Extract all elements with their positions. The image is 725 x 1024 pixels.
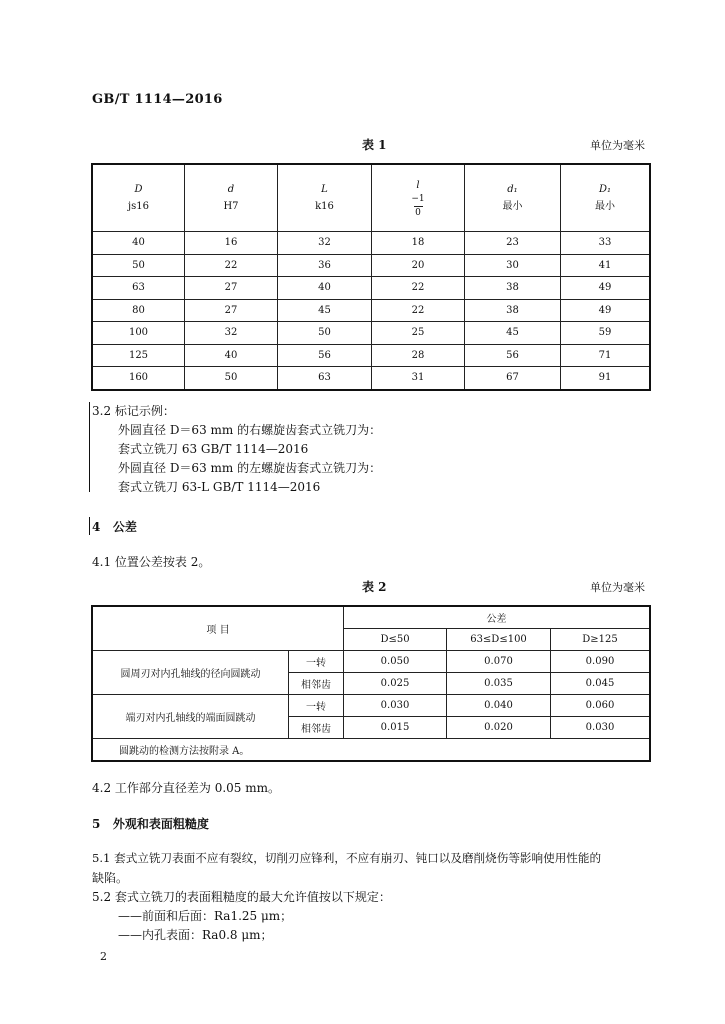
t1-h-sub: H7	[223, 201, 239, 212]
s5-heading	[92, 815, 209, 832]
table1-cell: 27	[185, 277, 278, 300]
t2-cell: 0.025	[344, 673, 447, 695]
table1-cell: 23	[465, 232, 561, 255]
table1-cell: 22	[372, 299, 465, 322]
t1-h-sym: D₁	[598, 184, 612, 195]
t2-note-row	[92, 739, 650, 762]
t2-cell: 0.045	[551, 673, 651, 695]
table1-cell: 27	[185, 299, 278, 322]
t2-cell: 0.020	[447, 717, 551, 739]
table1-cell: 125	[92, 344, 185, 367]
change-bar	[89, 402, 90, 492]
t2-cell: 0.060	[551, 695, 651, 717]
table1	[91, 163, 651, 391]
table1-unit: 单位为毫米	[590, 139, 645, 152]
table1-row	[92, 277, 650, 300]
t1-header-D1	[561, 164, 651, 232]
t2-cell: 0.030	[344, 695, 447, 717]
t1-header-l	[372, 164, 465, 232]
t1-l-tolerance	[411, 194, 424, 219]
t2-col-1: D≤50	[344, 629, 447, 651]
table1-row	[92, 322, 650, 345]
table1-row	[92, 344, 650, 367]
table2-caption: 表 2	[362, 580, 387, 594]
t2-header-row-1	[92, 606, 650, 629]
table1-cell: 45	[465, 322, 561, 345]
t2-cell: 0.015	[344, 717, 447, 739]
t1-h-sub: js16	[128, 201, 149, 212]
table1-row	[92, 367, 650, 390]
t1-h-sub: 最小	[595, 201, 615, 212]
table1-caption: 表 1	[362, 138, 387, 152]
table1-cell: 36	[278, 254, 372, 277]
s32-line-4: 套式立铣刀 63-L GB/T 1114—2016	[118, 480, 321, 494]
s41-text: 4.1 位置公差按表 2。	[92, 555, 211, 569]
t1-h-sym: d	[227, 184, 235, 195]
table1-cell: 22	[185, 254, 278, 277]
s32-line-2: 套式立铣刀 63 GB/T 1114—2016	[118, 442, 309, 456]
table1-cell: 38	[465, 277, 561, 300]
table1-cell: 63	[278, 367, 372, 390]
t2-tolerance-header: 公差	[344, 606, 651, 629]
s4-number: 4	[92, 520, 101, 534]
t2-col-2: 63≤D≤100	[447, 629, 551, 651]
t1-header-D	[92, 164, 185, 232]
table1-cell: 32	[278, 232, 372, 255]
table1-cell: 32	[185, 322, 278, 345]
table1-cell: 40	[92, 232, 185, 255]
table1-cell: 50	[278, 322, 372, 345]
table2-unit: 单位为毫米	[590, 581, 645, 594]
s32-line-1: 外圆直径 D＝63 mm 的右螺旋齿套式立铣刀为：	[118, 423, 382, 437]
table1-cell: 31	[372, 367, 465, 390]
t2-row	[92, 651, 650, 673]
document-header: GB/T 1114—2016	[92, 92, 223, 107]
s4-heading	[92, 518, 137, 535]
t2-cell: 0.035	[447, 673, 551, 695]
t1-h-sym: d₁	[507, 184, 518, 195]
t1-header-d1	[465, 164, 561, 232]
table1-cell: 22	[372, 277, 465, 300]
change-bar	[89, 517, 90, 535]
s5-title: 外观和表面粗糙度	[112, 817, 209, 831]
t1-h-sub: k16	[315, 201, 334, 212]
table1-cell: 50	[185, 367, 278, 390]
table1-cell: 20	[372, 254, 465, 277]
s51-line-2: 缺陷。	[92, 871, 129, 885]
table1-row	[92, 299, 650, 322]
table1-cell: 67	[465, 367, 561, 390]
table1-cell: 49	[561, 277, 651, 300]
t2-group-2-name: 端刃对内孔轴线的端面圆跳动	[92, 695, 289, 739]
s5-number: 5	[92, 817, 101, 831]
s52-item-1: ——前面和后面：Ra1.25 μm；	[118, 909, 293, 923]
table1-row	[92, 254, 650, 277]
tol-bottom: 0	[415, 208, 421, 218]
t2-sub: 相邻齿	[289, 673, 344, 695]
t2-group-1-name: 圆周刃对内孔轴线的径向圆跳动	[92, 651, 289, 695]
s32-line-3: 外圆直径 D＝63 mm 的左螺旋齿套式立铣刀为：	[118, 461, 382, 475]
table1-row	[92, 232, 650, 255]
t1-h-sub: 最小	[502, 201, 523, 212]
t2-row	[92, 695, 650, 717]
s42-text: 4.2 工作部分直径差为 0.05 mm。	[92, 781, 281, 795]
table1-cell: 50	[92, 254, 185, 277]
table1-cell: 59	[561, 322, 651, 345]
s52-text: 5.2 套式立铣刀的表面粗糙度的最大允许值按以下规定：	[92, 890, 391, 904]
t2-sub: 相邻齿	[289, 717, 344, 739]
table1-cell: 16	[185, 232, 278, 255]
page-number: 2	[100, 950, 107, 963]
s52-item-2: ——内孔表面：Ra0.8 μm；	[118, 928, 273, 942]
table1-cell: 41	[561, 254, 651, 277]
t1-h-sym: D	[134, 184, 143, 195]
t2-cell: 0.090	[551, 651, 651, 673]
t2-cell: 0.040	[447, 695, 551, 717]
table1-header-row	[92, 164, 650, 232]
table1-cell: 71	[561, 344, 651, 367]
s4-title: 公差	[112, 520, 137, 534]
s51-line-1: 5.1 套式立铣刀表面不应有裂纹，切削刃应锋利，不应有崩刃、钝口以及磨削烧伤等影响使用性能的	[92, 851, 602, 865]
t2-col-3: D≥125	[551, 629, 651, 651]
t1-h-sym: l	[416, 180, 420, 191]
table1-cell: 56	[465, 344, 561, 367]
t2-sub: 一转	[289, 651, 344, 673]
table1-cell: 25	[372, 322, 465, 345]
table1-cell: 160	[92, 367, 185, 390]
t2-note: 圆跳动的检测方法按附录 A。	[92, 739, 650, 762]
table1-cell: 28	[372, 344, 465, 367]
table1-cell: 18	[372, 232, 465, 255]
table1-cell: 40	[278, 277, 372, 300]
table1-cell: 40	[185, 344, 278, 367]
s32-heading: 3.2 标记示例：	[92, 404, 175, 418]
table1-cell: 63	[92, 277, 185, 300]
t2-item-header: 项 目	[92, 606, 344, 651]
t2-cell: 0.050	[344, 651, 447, 673]
table1-cell: 45	[278, 299, 372, 322]
t2-cell: 0.070	[447, 651, 551, 673]
table1-cell: 56	[278, 344, 372, 367]
table1-cell: 49	[561, 299, 651, 322]
table1-cell: 30	[465, 254, 561, 277]
t2-cell: 0.030	[551, 717, 651, 739]
t1-h-sym: L	[321, 184, 328, 195]
table1-cell: 80	[92, 299, 185, 322]
table1-cell: 38	[465, 299, 561, 322]
table1-cell: 91	[561, 367, 651, 390]
tol-top: −1	[411, 194, 425, 204]
table2	[91, 605, 651, 762]
t1-header-L	[278, 164, 372, 232]
table1-cell: 33	[561, 232, 651, 255]
t2-sub: 一转	[289, 695, 344, 717]
table1-cell: 100	[92, 322, 185, 345]
t1-header-d	[185, 164, 278, 232]
